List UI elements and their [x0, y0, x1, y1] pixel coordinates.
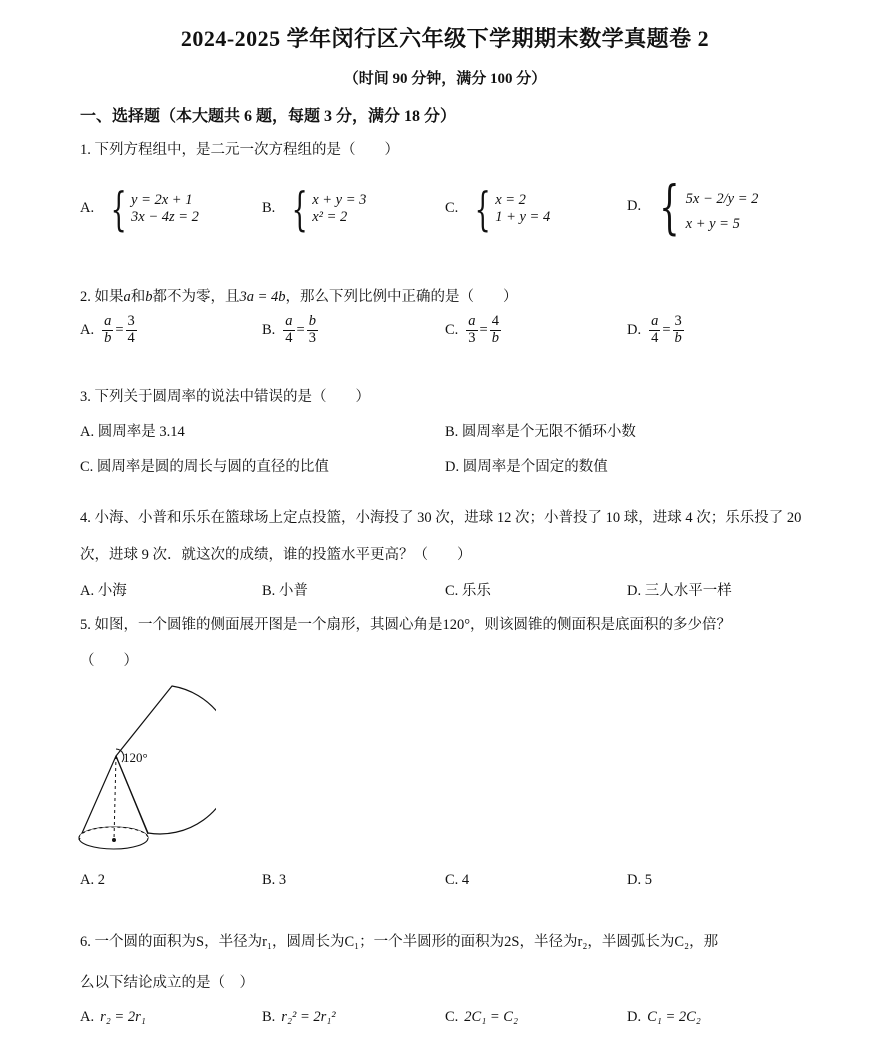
q5-option-b[interactable]: B. 3 — [262, 872, 287, 888]
q6-stem-line2: 么以下结论成立的是（ ） — [80, 975, 254, 991]
page-subtitle: （时间 90 分钟，满分 100 分） — [343, 71, 547, 87]
q2-option-c[interactable]: C. $\frac{a}{3}$ = $\frac{4}{b}$ — [445, 313, 499, 346]
q4-option-d[interactable]: D. 三人水平一样 — [627, 583, 732, 599]
q6-stem-line1: 6. 一个圆的面积为S，半径为r₁，圆周长为C₁；一个半圆形的面积为2S，半径为r₂，半圆弧长为C₂，那 — [80, 934, 719, 950]
q6-option-c[interactable]: C. 2C₁ = C₂ — [445, 1009, 519, 1025]
page-title: 2024-2025 学年闵行区六年级下学期期末数学真题卷 2 — [180, 26, 710, 51]
q4-option-c[interactable]: C. 乐乐 — [445, 583, 491, 599]
q2-stem: 2. 如果a和b都不为零，且3a = 4b，那么下列比例中正确的是（ ） — [80, 289, 518, 305]
q5-option-d[interactable]: D. 5 — [627, 872, 652, 888]
q1-option-a[interactable]: A. { y = 2x + 1 3x − 4z = 2 — [80, 182, 199, 236]
q1-option-d[interactable]: D. { 5x − 2/y = 2 x + y = 5 — [627, 173, 759, 241]
q6-option-d[interactable]: D. C₁ = 2C₂ — [627, 1009, 701, 1025]
q6-option-b[interactable]: B. r₂² = 2r₁² — [262, 1009, 336, 1025]
q2-option-a[interactable]: A. $\frac{a}{b}$ = $\frac{3}{4}$ — [80, 313, 135, 346]
q5-paren: （ ） — [80, 653, 138, 669]
q3-option-c[interactable]: C. 圆周率是圆的周长与圆的直径的比值 — [80, 459, 329, 475]
q6-option-a[interactable]: A. r₂ = 2r₁ — [80, 1009, 146, 1025]
q2-option-b[interactable]: B. $\frac{a}{4}$ = $\frac{b}{3}$ — [262, 313, 316, 346]
q5-stem: 5. 如图，一个圆锥的侧面展开图是一个扇形，其圆心角是120°，则该圆锥的侧面积是底面积的多少倍？ — [80, 617, 732, 633]
angle-label: 120° — [123, 750, 148, 765]
q3-option-d[interactable]: D. 圆周率是个固定的数值 — [445, 459, 608, 475]
cone-sector-figure — [76, 682, 216, 852]
q4-option-b[interactable]: B. 小普 — [262, 583, 308, 599]
q5-option-c[interactable]: C. 4 — [445, 872, 470, 888]
q4-stem: 4. 小海、小普和乐乐在篮球场上定点投篮，小海投了 30 次，进球 12 次；小普投了 10 球，进球 4 次；乐乐投了 20 次，进球 9 次．就这次的成绩，谁的投篮水平更高？（ ） — [80, 510, 802, 563]
q1-option-c[interactable]: C. { x = 2 1 + y = 4 — [445, 182, 551, 236]
base-center — [112, 838, 116, 842]
q3-option-a[interactable]: A. 圆周率是 3.14 — [80, 424, 185, 440]
section-heading: 一、选择题（本大题共 6 题，每题 3 分，满分 18 分） — [80, 108, 457, 125]
q4-option-a[interactable]: A. 小海 — [80, 583, 127, 599]
q3-stem: 3. 下列关于圆周率的说法中错误的是（ ） — [80, 389, 370, 405]
q1-option-b[interactable]: B. { x + y = 3 x² = 2 — [262, 182, 367, 236]
q1-stem: 1. 下列方程组中，是二元一次方程组的是（ ） — [80, 142, 399, 158]
q5-option-a[interactable]: A. 2 — [80, 872, 105, 888]
q3-option-b[interactable]: B. 圆周率是个无限不循环小数 — [445, 424, 636, 440]
q2-option-d[interactable]: D. $\frac{a}{4}$ = $\frac{3}{b}$ — [627, 313, 682, 346]
